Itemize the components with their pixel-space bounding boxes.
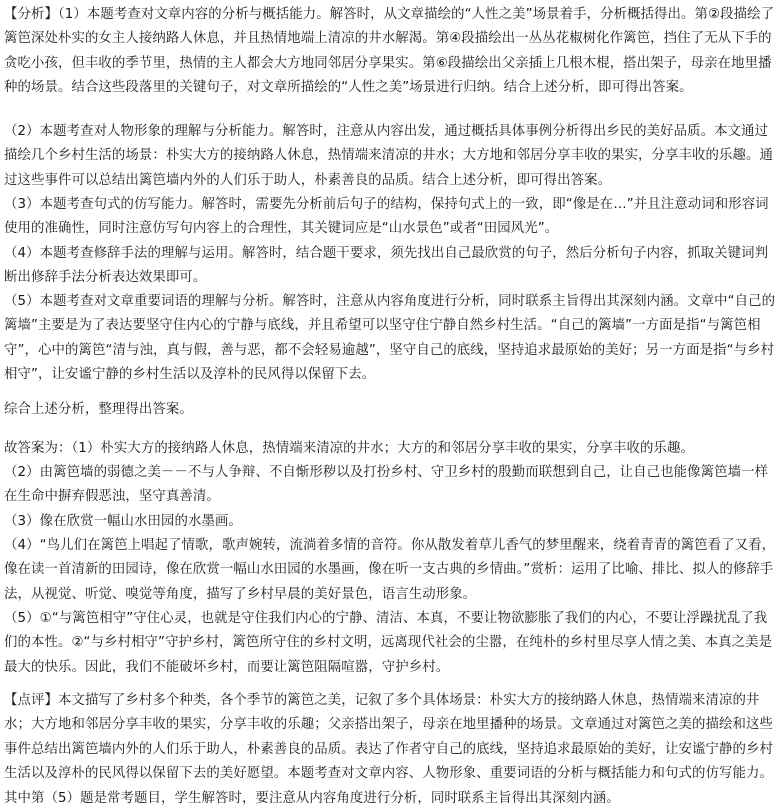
analysis-paragraph-5: （5）本题考查对文章重要词语的理解与分析。解答时，注意从内容角度进行分析，同时联系主旨得出其深刻内涵。文章中“自己的篱墙”主要是为了表达要坚守住内心的宁静与底线，并且希望可以坚守住宁静自然乡村生活。“自己的篱墙”一方面是指“与篱笆相守”，心中的篱笆“清与浊，真与假，善与恶，都不会轻易逾越”，坚守自己的底线，坚持追求最原始的美好；另一方面是指“与乡村相守”，让安谧宁静的乡村生活以及淳朴的民风得以保留下去。 bbox=[4, 294, 776, 383]
analysis-paragraph-2: （2）本题考查对人物形象的理解与分析能力。解答时，注意从内容出发，通过概括具体事例分析得出乡民的美好品质。本文通过描绘几个乡村生活的场景：朴实大方的接纳路人休息，热情端来清凉的井水；大方地和邻居分享丰收的果实，分享丰收的乐趣。通过这些事件可以总结出篱笆墙内外的人们乐于助人，朴素善良的品质。结合上述分析，即可得出答案。 bbox=[4, 124, 773, 188]
answer-item-1: 故答案为：（1）朴实大方的接纳路人休息，热情端来清凉的井水；大方的和邻居分享丰收的果实，分享丰收的乐趣。 bbox=[4, 441, 694, 456]
analysis-paragraph-1: 【分析】（1）本题考查对文章内容的分析与概括能力。解答时，从文章描绘的“人性之美”场景着手，分析概括得出。第②段描绘了篱笆深处朴实的女主人接纳路人休息，并且热情地端上清凉的井水解渴。第④段描绘出一丛丛花椒树化作篱笆，挡住了无从下手的贪吃小孩，但丰收的季节里，热情的主人都会大方地同邻居分享果实。第⑥段描绘出父亲插上几根木棍，搭出架子，母亲在地里播种的场景。结合这些段落里的关键句子，对文章所描绘的“人性之美”场景进行归纳。结合上述分析，即可得出答案。 bbox=[4, 7, 775, 96]
analysis-paragraph-4: （4）本题考查修辞手法的理解与运用。解答时，结合题干要求，须先找出自己最欣赏的句子，然后分析句子内容，抓取关键词判断出修辞手法分析表达效果即可。 bbox=[4, 246, 769, 286]
analysis-paragraph-3: （3）本题考查句式的仿写能力。解答时，需要先分析前后句子的结构，保持句式上的一致，即“像是在…”并且注意动词和形容词使用的准确性，同时注意仿写句内容上的合理性，其关键词应是“山水景色”或者“田园风光”。 bbox=[4, 197, 769, 237]
answer-item-3: （3）像在欣赏一幅山水田园的水墨画。 bbox=[4, 514, 242, 529]
comment-paragraph: 【点评】本文描写了乡村多个种类，各个季节的篱笆之美，记叙了多个具体场景：朴实大方的接纳路人休息，热情端来清凉的井水；大方地和邻居分享丰收的果实，分享丰收的乐趣；父亲搭出架子，母亲在地里播种的场景。文章通过对篱笆之美的描绘和这些事件总结出篱笆墙内外的人们乐于助人，朴素善良的品质。表达了作者守自己的底线，坚持追求最原始的美好，让安谧宁静的乡村生活以及淳朴的民风得以保留下去的美好愿望。本题考查对文章内容、人物形象、重要词语的分析与概括能力和句式的仿写能力。其中第（5）题是常考题目，学生解答时，要注意从内容角度进行分析，同时联系主旨得出其深刻内涵。 bbox=[4, 693, 773, 806]
answer-item-2: （2）由篱笆墙的弱德之美－－不与人争辩、不自惭形秽以及打扮乡村、守卫乡村的殷勤而联想到自己，让自己也能像篱笆墙一样在生命中摒弃假恶浊，坚守真善清。 bbox=[4, 465, 769, 505]
answer-item-4: （4）“鸟儿们在篱笆上唱起了情歌，歌声婉转，流淌着多情的音符。你从散发着草儿香气的梦里醒来，绕着青青的篱笆看了又看，像在读一首清新的田园诗，像在欣赏一幅山水田园的水墨画，像在听一支古典的乡情曲。”赏析：运用了比喻、排比、拟人的修辞手法，从视觉、听觉、嗅觉等角度，描写了乡村早晨的美好景色，语言生动形象。 bbox=[4, 538, 776, 602]
answer-item-5: （5）①“与篱笆相守”守住心灵，也就是守住我们内心的宁静、清洁、本真，不要让物欲膨胀了我们的内心，不要让浮躁扰乱了我们的本性。②“与乡村相守”守护乡村，篱笆所守住的乡村文明，远离现代社会的尘嚣，在纯朴的乡村里尽享人情之美、本真之美是最大的快乐。因此，我们不能破坏乡村，而要让篱笆阻隔喧嚣，守护乡村。 bbox=[4, 611, 773, 675]
summary-line: 综合上述分析，整理得出答案。 bbox=[4, 402, 193, 417]
